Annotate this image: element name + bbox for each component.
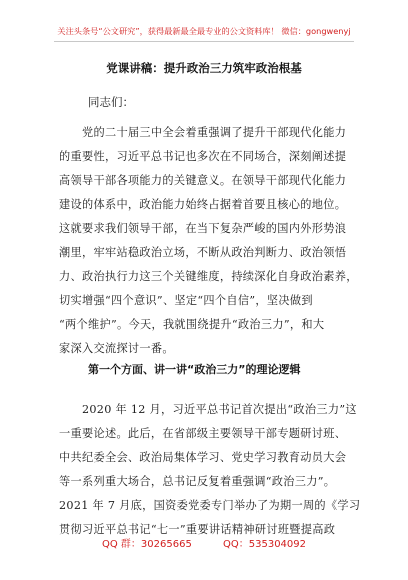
section-heading: 第一个方面、讲一讲“政治三力”的理论逻辑 [88,363,301,376]
footer-contacts [0,535,408,550]
footer-qq-number: QQ：535304092 [223,539,307,550]
paragraph-line: 潮里，牢牢站稳政治立场，不断从政治判断力、政治领悟 [59,246,347,259]
header-notice: 关注头条号“公文研究”，获得最新最全最专业的公文资料库！ 微信：gongwenyj [57,26,351,36]
paragraph-line: 2020 年 12 月，习近平总书记首次提出“政治三力”这 [59,403,357,416]
paragraph-line: 等一系列重大场合，总书记反复着重强调“政治三力”。 [59,475,336,488]
paragraph-line: 党的二十届三中全会着重强调了提升干部现代化能力 [59,126,347,139]
header-divider [54,41,354,42]
paragraph-line: “两个维护”。今天，我就围绕提升“政治三力”，和大 [59,318,325,331]
footer-qq-group: QQ 群：30265665 [101,539,192,550]
paragraph-line: 切实增强“四个意识”、坚定“四个自信”，坚决做到 [59,294,313,307]
paragraph-line: 的重要性，习近平总书记也多次在不同场合，深刻阐述提 [59,150,347,163]
paragraph-line: 中共纪委全会、政治局集体学习、党史学习教育动员大会 [59,451,347,464]
paragraph-line: 家深入交流探讨一番。 [59,342,174,355]
paragraph-line: 贯彻习近平总书记“七一”重要讲话精神研讨班暨提高政 [59,523,336,536]
paragraph-line: 这就要求我们领导干部，在当下复杂严峻的国内外形势浪 [59,222,347,235]
paragraph-line: 2021 年 7 月底，国资委党委专门举办了为期一周的《学习 [59,499,361,512]
paragraph-line: 建设的体系中，政治能力始终占据着首要且核心的地位。 [59,198,347,211]
document-title: 党课讲稿：提升政治三力筑牢政治根基 [106,61,302,75]
paragraph-line: 力、政治执行力这三个关键维度，持续深化自身政治素养， [59,270,358,283]
paragraph-line: 高领导干部各项能力的关键意义。在领导干部现代化能力 [59,174,347,187]
salutation: 同志们： [88,95,134,109]
paragraph-line: 一重要论述。此后，在省部级主要领导干部专题研讨班、 [59,427,347,440]
